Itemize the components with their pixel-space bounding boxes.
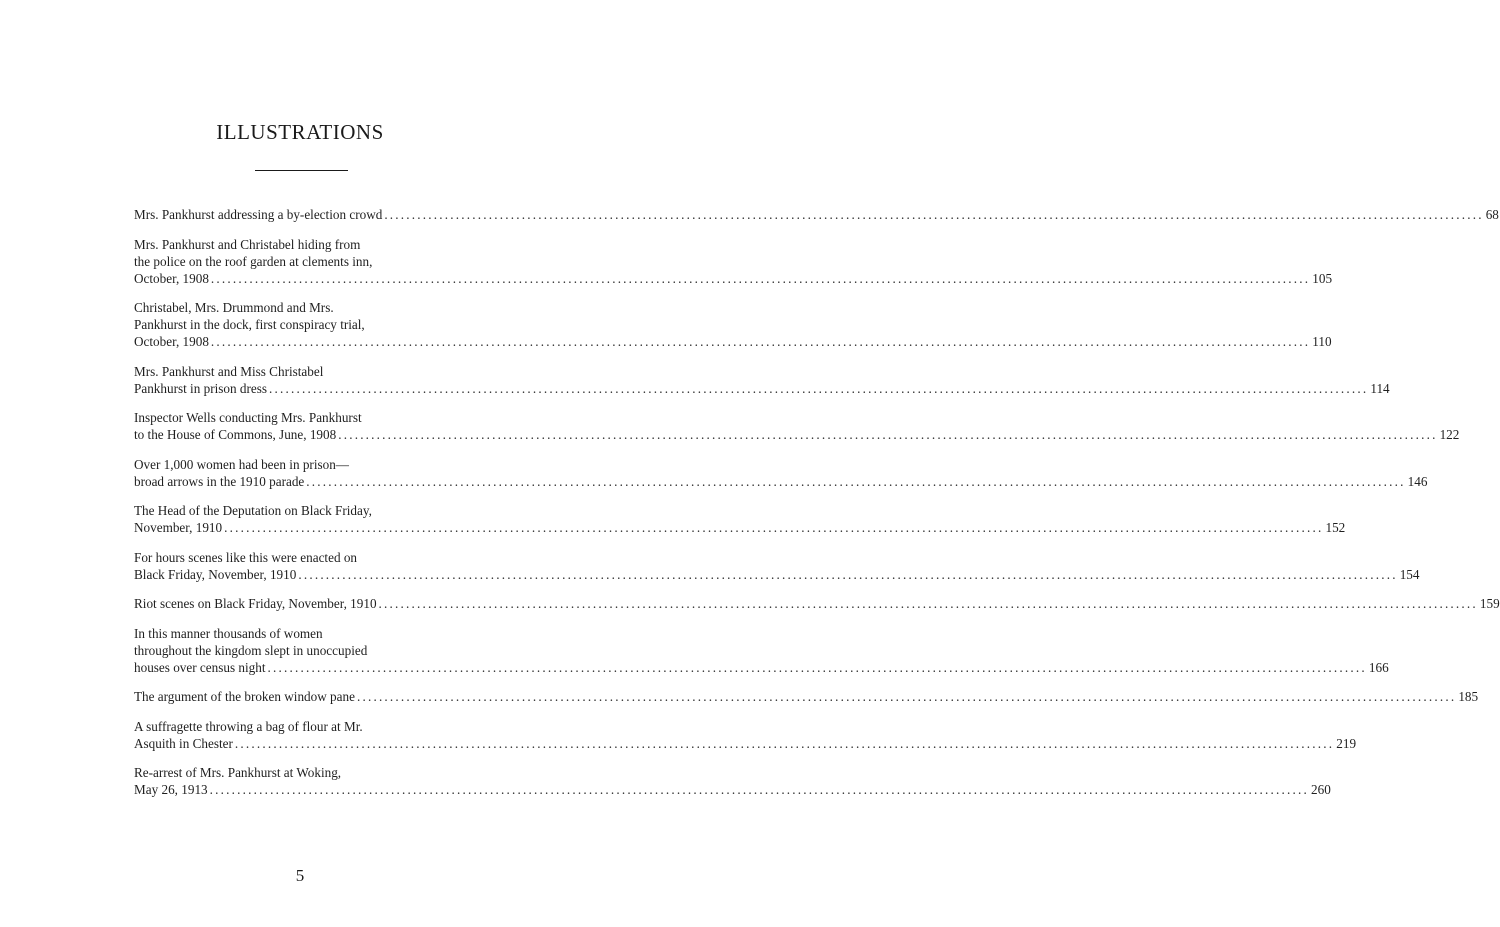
entry-caption-line: Mrs. Pankhurst and Miss Christabel <box>134 363 324 379</box>
entry-caption-line: A suffragette throwing a bag of flour at Mr. <box>134 718 363 734</box>
entry-page-number: 159 <box>1479 596 1500 611</box>
entry-last-line <box>134 688 1479 705</box>
list-item <box>134 688 1479 705</box>
entry-last-line <box>134 781 1331 798</box>
entry-caption-line: Pankhurst in prison dress <box>134 380 267 396</box>
dot-leader: ........................................................................................................................................................................................................ <box>210 334 1311 349</box>
entry-caption-line: Over 1,000 women had been in prison— <box>134 456 349 472</box>
entry-page-number: 114 <box>1370 380 1390 396</box>
list-item <box>134 409 1460 443</box>
dot-leader: ........................................................................................................................................................................................................ <box>234 735 1335 751</box>
entry-last-line <box>134 333 1332 350</box>
dot-leader: ........................................................................................................................................................................................................ <box>378 596 1478 611</box>
entry-last-line <box>134 519 1346 536</box>
list-item <box>134 206 1499 223</box>
entry-page-number: 166 <box>1368 659 1389 675</box>
dot-leader: ........................................................................................................................................................................................................ <box>267 659 1367 675</box>
entry-page-number: 146 <box>1407 473 1428 489</box>
entry-caption-line: October, 1908 <box>134 334 209 349</box>
entry-caption-line: Christabel, Mrs. Drummond and Mrs. <box>134 300 334 315</box>
entry-last-line <box>134 270 1333 287</box>
entry-caption-line: Inspector Wells conducting Mrs. Pankhurst <box>134 410 362 425</box>
entry-caption-line: Mrs. Pankhurst and Christabel hiding from <box>134 236 361 252</box>
dot-leader: ........................................................................................................................................................................................................ <box>209 782 1310 797</box>
dot-leader: ........................................................................................................................................................................................................ <box>338 427 1438 442</box>
entry-page-number: 219 <box>1336 735 1357 751</box>
entry-caption-line: broad arrows in the 1910 parade <box>134 473 305 489</box>
dot-leader: ........................................................................................................................................................................................................ <box>384 207 1484 222</box>
entry-last-line <box>134 426 1460 443</box>
entry-caption-line: Re-arrest of Mrs. Pankhurst at Woking, <box>134 765 342 780</box>
title-rule <box>255 170 348 171</box>
list-item <box>134 299 1332 350</box>
list-item <box>134 625 1389 676</box>
entry-last-line <box>134 659 1389 676</box>
entry-page-number: 110 <box>1312 334 1332 349</box>
list-item <box>134 236 1333 287</box>
entry-page-number: 185 <box>1458 689 1479 704</box>
entry-caption-line: November, 1910 <box>134 520 223 535</box>
entry-last-line <box>134 473 1428 490</box>
entry-caption-line: the police on the roof garden at clements inn, <box>134 253 373 269</box>
entry-page-number: 154 <box>1399 566 1420 582</box>
entry-last-line <box>134 595 1500 612</box>
list-item <box>134 456 1428 490</box>
entry-caption-line: Black Friday, November, 1910 <box>134 566 297 582</box>
entry-last-line <box>134 206 1499 223</box>
illustrations-list <box>134 206 1500 811</box>
dot-leader: ........................................................................................................................................................................................................ <box>224 520 1324 535</box>
page-number: 5 <box>295 866 305 885</box>
dot-leader: ........................................................................................................................................................................................................ <box>298 566 1398 582</box>
entry-last-line <box>134 735 1357 752</box>
dot-leader: ........................................................................................................................................................................................................ <box>210 270 1311 286</box>
entry-page-number: 152 <box>1325 520 1346 535</box>
entry-caption-line: The Head of the Deputation on Black Friday, <box>134 503 372 518</box>
entry-caption-line: October, 1908 <box>134 270 209 286</box>
list-item <box>134 363 1390 397</box>
entry-caption-line: houses over census night <box>134 659 266 675</box>
entry-caption-line: throughout the kingdom slept in unoccupied <box>134 642 368 658</box>
list-item <box>134 502 1346 536</box>
entry-page-number: 105 <box>1312 270 1333 286</box>
entry-last-line <box>134 566 1420 583</box>
entry-caption-line: Pankhurst in the dock, first conspiracy trial, <box>134 317 365 332</box>
list-item <box>134 595 1500 612</box>
dot-leader: ........................................................................................................................................................................................................ <box>268 380 1369 396</box>
list-item <box>134 718 1357 752</box>
list-item <box>134 764 1331 798</box>
entry-caption-line: to the House of Commons, June, 1908 <box>134 427 337 442</box>
entry-caption-line: The argument of the broken window pane <box>134 689 355 704</box>
dot-leader: ........................................................................................................................................................................................................ <box>356 689 1457 704</box>
entry-last-line <box>134 380 1390 397</box>
entry-caption-line: Riot scenes on Black Friday, November, 1910 <box>134 596 377 611</box>
entry-page-number: 122 <box>1439 427 1460 442</box>
entry-caption-line: Mrs. Pankhurst addressing a by-election crowd <box>134 207 383 222</box>
entry-caption-line: Asquith in Chester <box>134 735 233 751</box>
entry-caption-line: May 26, 1913 <box>134 782 208 797</box>
entry-caption-line: In this manner thousands of women <box>134 625 323 641</box>
list-item <box>134 549 1420 583</box>
entry-caption-line: For hours scenes like this were enacted on <box>134 549 358 565</box>
dot-leader: ........................................................................................................................................................................................................ <box>306 473 1406 489</box>
page-title: ILLUSTRATIONS <box>216 120 384 144</box>
entry-page-number: 68 <box>1485 207 1499 222</box>
entry-page-number: 260 <box>1311 782 1331 797</box>
